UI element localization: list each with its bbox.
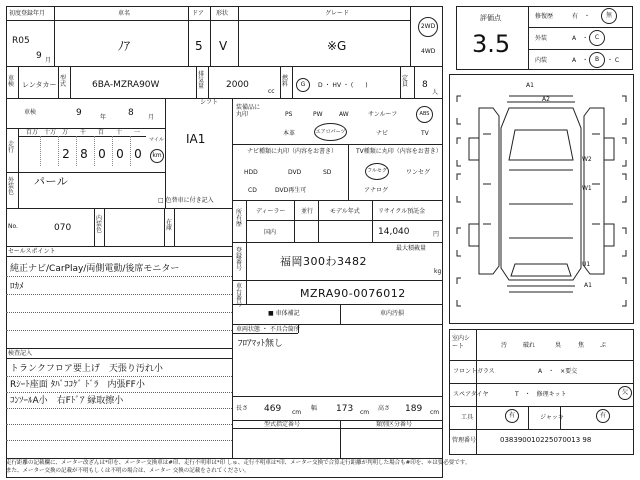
inspection-month-unit: 月: [148, 114, 155, 121]
body-pos-label: ■ 車体補記: [268, 310, 300, 317]
mileage-digit: 2: [62, 147, 70, 161]
maker-label: 車名: [118, 10, 131, 17]
height-unit: cm: [430, 409, 440, 416]
glass-label: フロントガラス: [453, 368, 495, 375]
dealer-label: ディーラー: [256, 208, 286, 215]
nav-hdd: HDD: [244, 169, 258, 176]
damage-w2: W2: [582, 156, 592, 163]
exterior-grade-options: A ・: [572, 35, 589, 42]
tools-label: 工具: [461, 414, 474, 421]
no-label: No.: [8, 223, 18, 230]
plate-label: 登録番号: [236, 247, 243, 272]
mileage-digit: 0: [98, 147, 106, 161]
footer-line-1: 走行距離の記載欄に、メーター改ざんは*印を、メーター交換車は#印、走行不明車は*印 しゅ、走行不明車は*印、メーター交換で合算走行距離が判明した場合も#印を、＊は要必要です。: [6, 460, 471, 466]
reg-month: 9: [36, 51, 42, 61]
exterior-grade-label: 外装: [535, 35, 548, 42]
seat-option: 焦: [578, 342, 585, 349]
tv-type-label: TV種類に丸印（内容をお書き）: [356, 148, 442, 155]
body-orig-label: 車内汚損: [380, 310, 405, 317]
repaint-note: □ 色替車に付き記入: [158, 197, 214, 204]
grade-value: ※G: [327, 39, 347, 53]
capacity-unit: 人: [432, 89, 439, 96]
footer-line-2: また、メーター交換の記載が不明もしくは不明の場合は、メーター 交換の記載をされてください。: [6, 468, 250, 474]
interior-grade-circle: B: [589, 52, 605, 68]
displacement-label: 排気量: [198, 71, 205, 90]
damage-a2-top: A2: [542, 96, 550, 103]
mileage-label: 走行: [8, 141, 15, 154]
mgmt-value: 038390010225070013 98: [500, 436, 592, 444]
inspection-label: 車検: [24, 109, 37, 116]
shift-value: IA1: [186, 132, 206, 146]
model-value: 6BA-MZRA90W: [92, 80, 160, 90]
fuel-label: 燃料: [282, 75, 289, 88]
km-circle: km: [150, 149, 164, 163]
seat-option: ぷ: [600, 342, 607, 349]
fuel-gas-circle: G: [296, 78, 310, 92]
damage-a1-top: A1: [526, 82, 534, 89]
abs-circle: ABS: [416, 106, 433, 123]
recycle-unit: 円: [433, 231, 440, 238]
nav-cd: CD: [248, 187, 257, 194]
doors-label: ドア: [192, 10, 204, 17]
owners-label: 所有歴: [236, 209, 243, 228]
score-label: 評価点: [480, 14, 501, 22]
damage-a1-bottom: A1: [584, 282, 592, 289]
jack-label: ジャッキ: [540, 414, 564, 421]
equipment-item: PW: [313, 111, 323, 118]
model-label: 型式: [60, 75, 67, 88]
grade-label: グレード: [325, 10, 350, 17]
parallel-label: 並行: [301, 208, 314, 215]
mgmt-label: 管理番号: [452, 437, 477, 444]
repair-options: 有 ・: [572, 13, 591, 20]
width-unit: cm: [360, 409, 370, 416]
fuel-options: D ・ HV ・ ( ): [318, 82, 368, 89]
inspection-year: 9: [76, 108, 82, 118]
damage-u1: U1: [582, 261, 591, 268]
tv-analog: アナログ: [364, 187, 389, 194]
stock-label: 在庫: [166, 219, 173, 232]
equipment-item: サンルーフ: [368, 111, 398, 118]
mileage-place-label: 百万: [26, 129, 39, 136]
domestic-label: 国内: [264, 229, 277, 236]
reg-date-label: 初度登録年月: [9, 10, 46, 17]
sales-label: セールスポイント: [8, 248, 56, 255]
category-label: 類別区分番号: [376, 421, 413, 428]
notes-line-3: ｺﾝｿｰﾙA小 右Fﾄﾞｱ 縁取擦小: [10, 396, 124, 406]
fullseg-circle: フルセグ: [365, 163, 389, 180]
spare-missing-circle: 欠: [618, 386, 632, 400]
height-value: 189: [405, 404, 423, 414]
no-value: 070: [54, 223, 72, 233]
nav-dvd: DVD: [288, 169, 302, 176]
capacity-value: 8: [422, 80, 428, 90]
seat-label: 室内シート: [452, 335, 471, 351]
equipment-item: AW: [339, 111, 349, 118]
repair-label: 修復歴: [535, 13, 554, 20]
mileage-place-label: 十: [116, 129, 123, 136]
mileage-place-label: 百: [98, 129, 105, 136]
notes-line-1: トランクフロア要上げ 天張り汚れ小: [10, 364, 163, 374]
length-label: 長さ: [236, 405, 249, 412]
form-label: 形状: [216, 10, 229, 17]
nav-type-label: ナビ種類に丸印（内容をお書き）: [247, 148, 338, 155]
body-memo-label: 車両状態 ・ 不具合箇所: [236, 326, 300, 333]
plate-value: 福岡300わ3482: [280, 255, 367, 268]
seat-option: 破れ: [523, 342, 536, 349]
sales-line-1: 純正ナビ/CarPlay/両側電動/後席モニター: [10, 264, 180, 274]
interior-grade-options: A ・: [572, 57, 589, 64]
doors-value: 5: [195, 39, 203, 53]
body-memo-text: ﾌﾛｱﾏｯﾄ無し: [238, 339, 284, 349]
inspection-month: 8: [128, 108, 134, 118]
exterior-color: パール: [34, 175, 69, 188]
width-value: 173: [336, 404, 354, 414]
tv-item: TV: [421, 130, 429, 137]
length-unit: cm: [292, 409, 302, 416]
glass-value: A ・ ×要交: [538, 368, 578, 375]
seat-option: 臭: [555, 342, 562, 349]
tools-circle: 有: [505, 409, 519, 423]
interior-color-label: 内装色: [96, 215, 103, 234]
form-value: V: [219, 39, 228, 53]
mile-label: マイル: [149, 137, 164, 143]
nav-sd: SD: [323, 169, 332, 176]
jack-circle: 有: [596, 409, 610, 423]
damage-w1: W1: [582, 185, 592, 192]
exterior-label: 外装色: [8, 177, 15, 196]
tv-oneseg: ワンセグ: [406, 169, 431, 176]
spare-value: T ・ 修理キット: [515, 391, 567, 398]
mileage-place-label: 一: [134, 129, 141, 136]
mileage-digit: 8: [80, 147, 88, 161]
model-cert-label: 型式指定番号: [264, 421, 301, 428]
mileage-digit: 0: [134, 147, 142, 161]
row2-inspection-label: 車検: [8, 75, 15, 88]
leather-item: 本革: [283, 130, 296, 137]
mileage-place-label: 千: [80, 129, 87, 136]
car-damage-diagram: [449, 74, 634, 324]
max-load-label: 最大積載量: [396, 245, 427, 252]
seat-option: 汚: [501, 342, 508, 349]
displacement-unit: cc: [268, 88, 275, 95]
max-load-unit: kg: [434, 268, 442, 275]
model-year-label: モデル年式: [330, 208, 360, 215]
reg-era: R05: [12, 36, 30, 46]
mileage-place-label: 十万: [44, 129, 57, 136]
sales-line-2: ﾛｶﾒ: [10, 282, 24, 292]
height-label: 高さ: [378, 405, 391, 412]
mileage-place-label: 万: [62, 129, 69, 136]
inspection-year-unit: 年: [100, 114, 107, 121]
chassis-label: 車台番号: [236, 283, 243, 308]
width-label: 幅: [311, 405, 318, 412]
reg-month-unit: 月: [45, 57, 52, 64]
equipment-label: 装備品に丸印: [236, 104, 261, 119]
notes-line-2: Rｼｰﾄ座面 ﾀﾊﾞｺｺｹﾞ ﾄﾞﾗ 内張FF小: [10, 380, 145, 390]
notes-label: 検査記入: [8, 350, 33, 357]
drive-4wd: 4WD: [421, 48, 436, 55]
recycle-label: リサイクル預託金: [378, 208, 426, 215]
length-value: 469: [264, 404, 282, 414]
interior-grade-label: 内装: [535, 57, 548, 64]
drive-2wd-circle: 2WD: [418, 17, 438, 37]
exterior-grade-circle: C: [589, 30, 605, 46]
repair-none-circle: 無: [601, 8, 617, 24]
row2-inspection-value: レンタカー: [22, 81, 57, 89]
aero-circle: エアロパーツ: [314, 123, 347, 141]
interior-grade-after: ・ C: [607, 57, 620, 64]
maker-value: ﾉｱ: [118, 39, 131, 53]
navi-item: ナビ: [376, 130, 389, 137]
nav-dvd-play: DVD再生可: [275, 187, 307, 194]
spare-label: スペアタイヤ: [453, 391, 489, 398]
shift-label: シフト: [200, 99, 219, 106]
chassis-value: MZRA90-0076012: [300, 287, 406, 300]
score-value: 3.5: [472, 30, 511, 58]
capacity-label: 定員: [402, 75, 409, 88]
displacement-value: 2000: [226, 80, 249, 90]
recycle-value: 14,040: [378, 227, 410, 237]
mileage-digit: 0: [116, 147, 124, 161]
equipment-item: PS: [285, 111, 293, 118]
